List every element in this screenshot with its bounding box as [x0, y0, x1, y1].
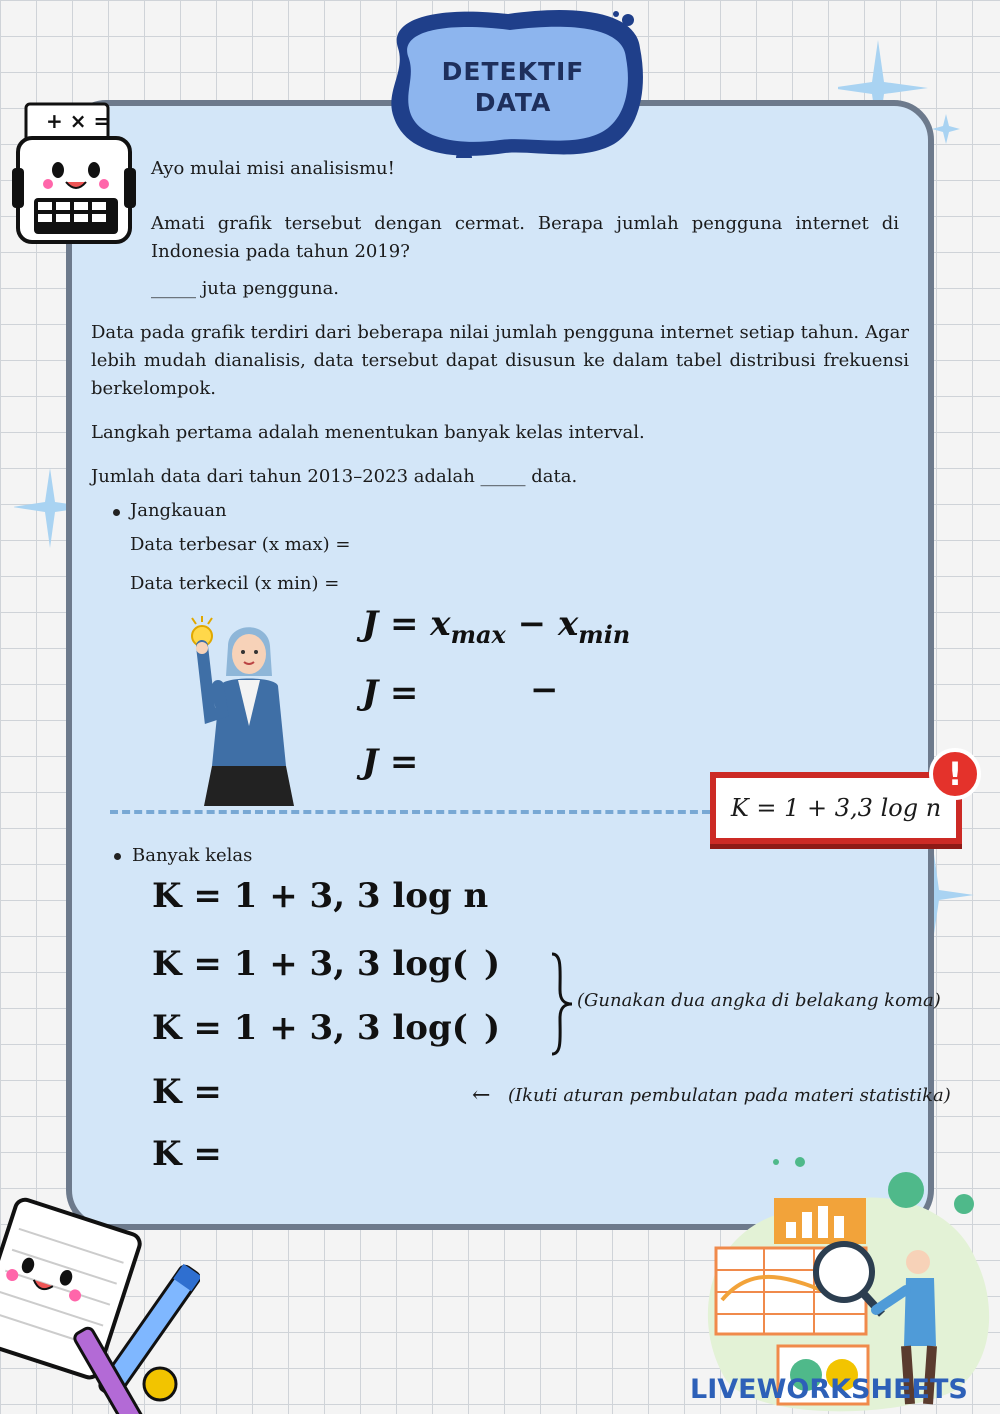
range-substitution-equation[interactable]: J = — [362, 673, 419, 713]
formula-reminder-text: K = 1 + 3,3 log n — [730, 794, 942, 822]
sturges-formula: K = 1 + 3, 3 log n — [152, 876, 489, 916]
formula-reminder-box — [710, 772, 962, 844]
greeting-text: Ayo mulai misi analisismu! — [151, 158, 395, 179]
rounding-rule-note: (Ikuti aturan pembulatan pada materi statistika) — [508, 1085, 951, 1106]
sturges-substitution-2[interactable]: K = 1 + 3, 3 log( — [152, 1008, 468, 1048]
range-formula-equals: = — [389, 604, 419, 644]
question-text: Amati grafik tersebut dengan cermat. Berapa jumlah pengguna internet di Indonesia pada tahun 2019? — [151, 213, 899, 262]
range-formula-min-subscript: min — [578, 619, 631, 649]
min-value-label[interactable]: Data terkecil (x min) = — [130, 573, 340, 594]
alert-icon: ! — [929, 748, 981, 800]
max-value-label[interactable]: Data terbesar (x max) = — [130, 534, 351, 555]
data-count-blank[interactable]: Jumlah data dari tahun 2013–2023 adalah _____ data. — [91, 466, 578, 487]
page-title — [400, 56, 626, 118]
svg-text:+ × =: + × = — [46, 109, 111, 133]
title-line-1: DETEKTIF — [441, 57, 585, 86]
range-formula-max-subscript: max — [450, 619, 506, 649]
decimal-places-note: (Gunakan dua angka di belakang koma) — [577, 990, 941, 1011]
range-substitution-minus: − — [530, 670, 559, 710]
bullet-dot — [113, 509, 120, 516]
range-formula-j: J — [362, 604, 379, 644]
title-line-2: DATA — [474, 88, 552, 117]
range-formula-x: x — [430, 604, 451, 644]
section-divider — [110, 810, 710, 814]
range-formula-x2: x — [558, 604, 579, 644]
range-result-equation[interactable]: J = — [362, 742, 419, 782]
bullet-dot — [114, 853, 121, 860]
range-bullet-label: Jangkauan — [130, 500, 227, 521]
sturges-substitution-1-close: ) — [484, 944, 501, 984]
liveworksheets-logo: LIVEWORKSHEETS — [690, 1374, 968, 1405]
left-arrow-icon: ← — [472, 1083, 491, 1108]
calculator-mascot-icon — [12, 98, 136, 246]
answer-blank-users[interactable]: _____ juta pengguna. — [151, 278, 340, 299]
sturges-substitution-2-close: ) — [484, 1008, 501, 1048]
range-formula — [362, 604, 630, 649]
teacher-illustration-icon — [182, 616, 306, 808]
notepad-mascot-icon — [0, 1188, 200, 1414]
paragraph-grouped-data: Data pada grafik terdiri dari beberapa nilai jumlah pengguna internet setiap tahun. Agar lebih mudah dianalisis, data tersebut dapat disusun ke dalam tabel distribusi frekuensi berkelompok. — [91, 322, 909, 399]
class-count-bullet-label: Banyak kelas — [132, 845, 253, 866]
range-formula-minus: − — [517, 604, 547, 644]
paragraph-first-step: Langkah pertama adalah menentukan banyak kelas interval. — [91, 422, 645, 443]
class-count-unrounded[interactable]: K = — [152, 1072, 222, 1112]
sturges-substitution-1[interactable]: K = 1 + 3, 3 log( — [152, 944, 468, 984]
class-count-rounded[interactable]: K = — [152, 1134, 222, 1174]
curly-brace-icon — [546, 950, 576, 1058]
